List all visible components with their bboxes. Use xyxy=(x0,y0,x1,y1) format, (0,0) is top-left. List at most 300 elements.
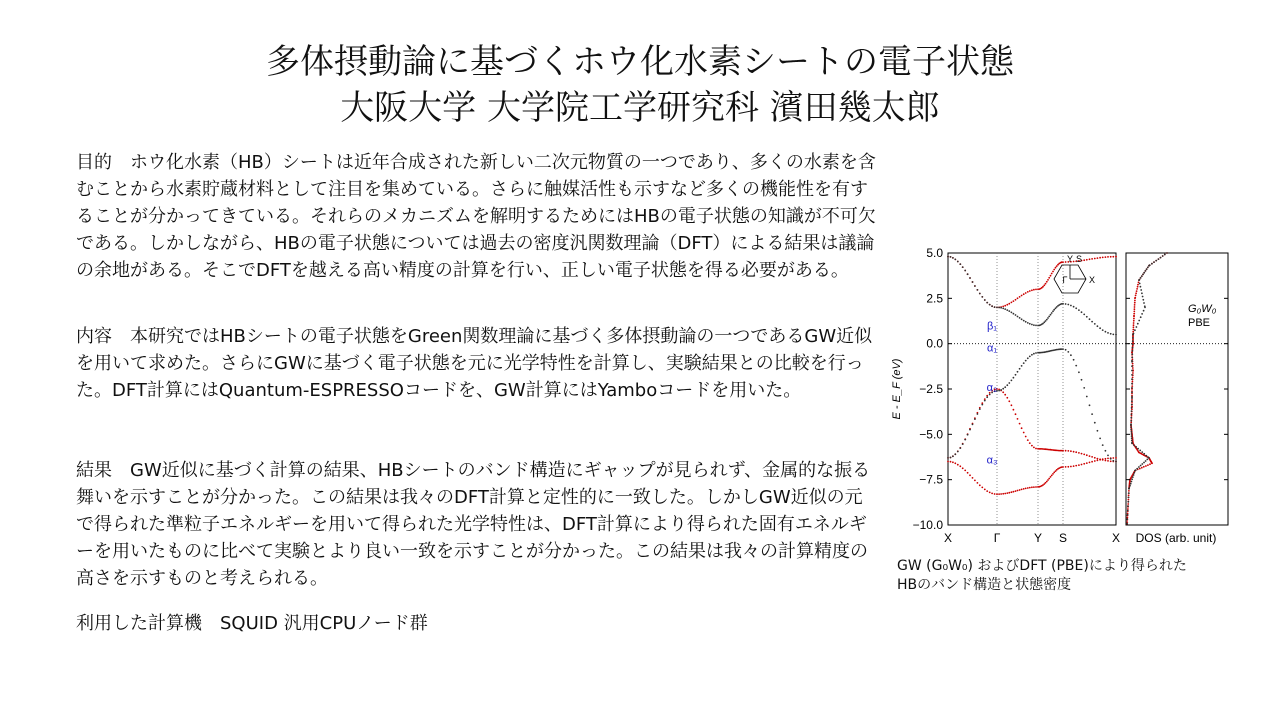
band-structure-panel xyxy=(891,246,1228,545)
band-point xyxy=(954,259,956,261)
band-point xyxy=(957,451,959,453)
band-point xyxy=(1062,466,1064,468)
band-point xyxy=(974,418,976,420)
dos-point xyxy=(1143,453,1145,455)
band-point xyxy=(1021,295,1023,297)
dos-point xyxy=(1131,437,1133,439)
dos-point xyxy=(1131,400,1133,402)
dos-point xyxy=(1132,334,1134,336)
band-point xyxy=(1031,486,1033,488)
band-point xyxy=(1048,316,1050,318)
dos-point xyxy=(1141,463,1143,465)
band-point xyxy=(1110,333,1112,335)
band-point xyxy=(1048,478,1050,480)
band-point xyxy=(1017,490,1019,492)
band-point xyxy=(1025,292,1027,294)
dos-point xyxy=(1133,316,1135,318)
band-point xyxy=(1029,323,1031,325)
band-point xyxy=(994,493,996,495)
band-point xyxy=(1075,451,1077,453)
band-point xyxy=(1102,329,1104,331)
band-point xyxy=(984,489,986,491)
band-point xyxy=(1091,461,1093,463)
dos-point xyxy=(1132,331,1134,333)
dos-point xyxy=(1139,468,1141,470)
band-point xyxy=(1091,321,1093,323)
dos-point xyxy=(1153,261,1155,263)
dos-point xyxy=(1128,492,1130,494)
band-y-axis-label: E - E_F (eV) xyxy=(891,358,903,420)
dos-point xyxy=(1133,320,1135,322)
dos-point xyxy=(1140,289,1142,291)
dos-point xyxy=(1131,374,1133,376)
band-point xyxy=(1062,450,1064,452)
band-point xyxy=(977,413,979,415)
band-ytick-label: −2.5 xyxy=(919,382,943,396)
band-point xyxy=(994,306,996,308)
band-point xyxy=(1067,304,1069,306)
dos-point xyxy=(1138,320,1140,322)
band-point xyxy=(1017,418,1019,420)
band-point xyxy=(977,289,979,291)
band-xtick-label-1: Γ xyxy=(993,531,1001,545)
band-point xyxy=(1086,316,1088,318)
dos-point xyxy=(1145,270,1147,272)
dos-point xyxy=(1132,337,1134,339)
band-point xyxy=(1097,430,1099,432)
band-point xyxy=(1031,289,1033,291)
band-point xyxy=(1078,452,1080,454)
dos-point xyxy=(1136,326,1138,328)
band-point xyxy=(969,429,971,431)
band-point xyxy=(1105,256,1107,258)
band-point xyxy=(967,273,969,275)
band-ytick-label: −5.0 xyxy=(919,427,943,442)
band-xtick-label-2: Y xyxy=(1033,531,1043,545)
band-point xyxy=(1051,312,1053,314)
dos-point xyxy=(1139,450,1141,452)
band-point xyxy=(1050,275,1052,277)
dos-point xyxy=(1131,410,1133,412)
band-point xyxy=(1000,493,1002,495)
band-point xyxy=(1023,320,1025,322)
band-point xyxy=(989,304,991,306)
band-point xyxy=(1073,465,1075,467)
dos-point xyxy=(1132,363,1134,365)
band-annotations xyxy=(987,321,998,467)
dos-point xyxy=(1140,277,1142,279)
band-point xyxy=(991,493,993,495)
band-point xyxy=(1065,349,1067,351)
band-point xyxy=(1035,289,1037,291)
band-point xyxy=(1105,450,1107,452)
dos-legend-gw: G₀W₀ xyxy=(1188,303,1217,315)
band-point xyxy=(962,467,964,469)
dos-point xyxy=(1143,462,1145,464)
band-point xyxy=(1075,307,1077,309)
dos-point xyxy=(1131,357,1133,359)
dos-point xyxy=(1131,387,1133,389)
band-point xyxy=(1033,324,1035,326)
dos-point xyxy=(1151,462,1153,464)
dos-point xyxy=(1133,324,1135,326)
band-point xyxy=(1019,489,1021,491)
band-ytick-label: −10.0 xyxy=(912,518,943,532)
band-point xyxy=(950,457,952,459)
band-point xyxy=(1043,284,1045,286)
band-point xyxy=(991,305,993,307)
dos-point xyxy=(1140,465,1142,467)
band-point xyxy=(1021,365,1023,367)
band-point xyxy=(947,457,949,459)
dos-point xyxy=(1131,370,1133,372)
dos-point xyxy=(1140,286,1142,288)
dos-point xyxy=(1133,322,1135,324)
band-point xyxy=(1081,453,1083,455)
band-point xyxy=(1019,368,1021,370)
band-point xyxy=(989,492,991,494)
band-point xyxy=(1062,261,1064,263)
band-point xyxy=(947,256,949,258)
band-point xyxy=(1107,458,1109,460)
band-point xyxy=(1083,454,1085,456)
band-point xyxy=(1094,460,1096,462)
band-point xyxy=(972,477,974,479)
dos-point xyxy=(1146,459,1148,461)
band-point xyxy=(1099,327,1101,329)
band-point xyxy=(1002,388,1004,390)
band-point xyxy=(1075,465,1077,467)
band-point xyxy=(979,293,981,295)
dos-point xyxy=(1136,468,1138,470)
band-point xyxy=(1050,476,1052,478)
band-point xyxy=(969,474,971,476)
band-point xyxy=(998,493,1000,495)
dos-point xyxy=(1131,352,1133,354)
figure-caption xyxy=(897,557,1267,595)
dos-point xyxy=(1130,420,1132,422)
dos-point xyxy=(1137,284,1139,286)
band-point xyxy=(1081,311,1083,313)
dos-point xyxy=(1131,433,1133,435)
band-point xyxy=(1050,314,1052,316)
dos-point xyxy=(1131,397,1133,399)
band-point xyxy=(1008,492,1010,494)
inset-label-s: S xyxy=(1075,254,1083,264)
band-ytick-label: 5.0 xyxy=(926,246,943,260)
band-point xyxy=(1023,362,1025,364)
band-point xyxy=(1025,436,1027,438)
band-point xyxy=(1006,492,1008,494)
inset-label-x: X xyxy=(1088,275,1096,285)
content-paragraph: 内容 本研究ではHBシートの電子状態をGreen関数理論に基づく多体摂動論の一つであるGW近似を用いて求めた。さらにGWに基づく電子状態を元に光学特性を計算し、実験結果との比較を行った。DFT計算にはQuantum-ESPRESSOコードを、GW計算にはYamboコードを用いた。 xyxy=(76,326,873,401)
band-point xyxy=(1089,404,1091,406)
dos-point xyxy=(1128,499,1130,501)
dos-point xyxy=(1135,446,1137,448)
band-point xyxy=(974,480,976,482)
band-point xyxy=(986,396,988,398)
band-point xyxy=(1051,273,1053,275)
band-point xyxy=(1073,451,1075,453)
band-point xyxy=(1115,334,1117,336)
band-point xyxy=(1083,387,1085,389)
band-point xyxy=(1081,464,1083,466)
band-point xyxy=(1017,316,1019,318)
band-point xyxy=(952,455,954,457)
dos-point xyxy=(1131,378,1133,380)
dos-point xyxy=(1129,485,1131,487)
band-point xyxy=(1091,258,1093,260)
dos-point xyxy=(1141,275,1143,277)
caption-line-2: HBのバンド構造と状態密度 xyxy=(897,577,1072,593)
band-x-ticks xyxy=(944,531,1120,545)
band-point xyxy=(1013,491,1015,493)
band-point xyxy=(1031,324,1033,326)
band-point xyxy=(1052,271,1054,273)
band-point xyxy=(952,257,954,259)
band-point xyxy=(1011,404,1013,406)
dos-point xyxy=(1134,304,1136,306)
band-ytick-label: 0.0 xyxy=(926,336,943,351)
title-line-1: 多体摂動論に基づくホウ化水素シートの電子状態 xyxy=(266,42,1014,82)
band-point xyxy=(1046,481,1048,483)
band-point xyxy=(1065,450,1067,452)
band-point xyxy=(1067,466,1069,468)
dos-point xyxy=(1131,391,1133,393)
band-point xyxy=(1031,445,1033,447)
dos-point xyxy=(1136,290,1138,292)
band-point xyxy=(1052,473,1054,475)
band-point xyxy=(1033,289,1035,291)
band-ytick-label: −7.5 xyxy=(919,472,943,487)
band-point xyxy=(1015,314,1017,316)
band-point xyxy=(950,256,952,258)
band-point xyxy=(1089,318,1091,320)
dos-point xyxy=(1133,444,1135,446)
dos-point xyxy=(1134,300,1136,302)
band-point xyxy=(1011,491,1013,493)
band-point xyxy=(1094,323,1096,325)
band-point xyxy=(1006,304,1008,306)
dos-point xyxy=(1134,297,1136,299)
band-point xyxy=(1011,302,1013,304)
band-point xyxy=(1029,290,1031,292)
band-point xyxy=(979,484,981,486)
band-point xyxy=(1035,352,1037,354)
dos-point xyxy=(1139,283,1141,285)
band-point xyxy=(1078,309,1080,311)
band-point xyxy=(1075,365,1077,367)
band-point xyxy=(1067,450,1069,452)
caption-line-1: GW (G₀W₀) およびDFT (PBE)により得られた xyxy=(897,558,1187,574)
band-point xyxy=(1013,377,1015,379)
band-point xyxy=(962,266,964,268)
dos-legend-pbe: PBE xyxy=(1188,317,1211,329)
band-point xyxy=(1107,332,1109,334)
band-point xyxy=(1112,334,1114,336)
band-point xyxy=(1015,413,1017,415)
band-point xyxy=(959,465,961,467)
band-point xyxy=(1078,371,1080,373)
band-point xyxy=(1002,306,1004,308)
band-point xyxy=(1099,459,1101,461)
band-point xyxy=(1086,259,1088,261)
band-point xyxy=(964,470,966,472)
dos-point xyxy=(1141,313,1143,315)
dos-point xyxy=(1132,381,1134,383)
band-point xyxy=(1089,258,1091,260)
band-point xyxy=(1051,475,1053,477)
dos-point xyxy=(1132,347,1134,349)
band-point xyxy=(1089,462,1091,464)
band-point xyxy=(1112,457,1114,459)
dos-point xyxy=(1131,443,1133,445)
dos-point xyxy=(1164,254,1166,256)
inset-label-gamma: Γ xyxy=(1062,275,1068,285)
band-point xyxy=(1091,413,1093,415)
band-point xyxy=(996,493,998,495)
band-point xyxy=(954,453,956,455)
dos-point xyxy=(1137,448,1139,450)
band-point xyxy=(1015,490,1017,492)
dos-point xyxy=(1137,323,1139,325)
band-point xyxy=(1021,318,1023,320)
dos-point xyxy=(1131,385,1133,387)
dos-point xyxy=(1127,503,1129,505)
band-point xyxy=(996,307,998,309)
band-plot-frame xyxy=(948,253,1116,525)
dos-point xyxy=(1166,252,1168,254)
band-point xyxy=(1107,256,1109,258)
band-point xyxy=(1083,314,1085,316)
band-point xyxy=(1021,427,1023,429)
band-point xyxy=(1070,305,1072,307)
band-point xyxy=(1033,353,1035,355)
band-point xyxy=(962,443,964,445)
dos-point xyxy=(1141,467,1143,469)
dos-point xyxy=(1148,265,1150,267)
dos-point xyxy=(1134,302,1136,304)
dos-point xyxy=(1140,316,1142,318)
dos-point xyxy=(1126,523,1128,525)
band-point xyxy=(1035,486,1037,488)
band-annotation-0: β₁ xyxy=(986,320,998,333)
dos-point xyxy=(1131,383,1133,385)
band-point xyxy=(1027,291,1029,293)
dos-point xyxy=(1145,460,1147,462)
band-xtick-label-4: X xyxy=(1111,531,1121,545)
band-point xyxy=(1013,300,1015,302)
band-point xyxy=(1091,456,1093,458)
band-point xyxy=(1110,458,1112,460)
band-point xyxy=(1004,308,1006,310)
dos-point xyxy=(1133,311,1135,313)
dos-point xyxy=(1132,329,1134,331)
dos-point xyxy=(1134,470,1136,472)
dos-point xyxy=(1128,494,1130,496)
dos-point xyxy=(1132,350,1134,352)
dos-point xyxy=(1160,257,1162,259)
band-point xyxy=(1053,309,1055,311)
dos-point xyxy=(1142,296,1144,298)
dos-point xyxy=(1134,306,1136,308)
dos-point xyxy=(1131,407,1133,409)
dos-point xyxy=(1138,279,1140,281)
band-point xyxy=(1115,256,1117,258)
dos-point xyxy=(1133,326,1135,328)
dos-point xyxy=(1131,353,1133,355)
band-point xyxy=(1045,320,1047,322)
band-point xyxy=(1086,454,1088,456)
band-point xyxy=(1029,356,1031,358)
dos-point xyxy=(1128,497,1130,499)
band-point xyxy=(1094,422,1096,424)
band-point xyxy=(1002,493,1004,495)
band-point xyxy=(1008,400,1010,402)
dos-point xyxy=(1134,308,1136,310)
dos-point xyxy=(1130,417,1132,419)
band-point xyxy=(1110,256,1112,258)
band-point xyxy=(1023,293,1025,295)
dos-point xyxy=(1141,451,1143,453)
band-point xyxy=(1094,258,1096,260)
band-point xyxy=(1081,379,1083,381)
dos-point xyxy=(1132,372,1134,374)
band-y-ticks xyxy=(913,246,952,532)
band-point xyxy=(1019,317,1021,319)
dos-point xyxy=(1126,518,1128,520)
band-point xyxy=(1017,297,1019,299)
band-point xyxy=(947,461,949,463)
band-point xyxy=(1102,257,1104,259)
band-point xyxy=(1035,325,1037,327)
band-xtick-label-0: X xyxy=(943,531,953,545)
band-point xyxy=(1045,482,1047,484)
band-point xyxy=(981,404,983,406)
band-point xyxy=(1065,466,1067,468)
band-point xyxy=(1102,444,1104,446)
band-point xyxy=(1035,448,1037,450)
band-point xyxy=(967,434,969,436)
dos-point xyxy=(1147,267,1149,269)
band-point xyxy=(1013,409,1015,411)
band-point xyxy=(977,482,979,484)
band-point xyxy=(998,307,1000,309)
band-point xyxy=(950,461,952,463)
dos-point xyxy=(1133,474,1135,476)
dos-point xyxy=(1132,367,1134,369)
band-point xyxy=(981,296,983,298)
band-point xyxy=(1053,472,1055,474)
band-point xyxy=(1105,458,1107,460)
band-point xyxy=(1031,354,1033,356)
dos-point xyxy=(1149,463,1151,465)
band-point xyxy=(1052,310,1054,312)
dos-point xyxy=(1127,505,1129,507)
dos-point xyxy=(1151,263,1153,265)
band-point xyxy=(1062,303,1064,305)
dos-point xyxy=(1135,292,1137,294)
dos-point xyxy=(1128,488,1130,490)
band-annotation-2: α₂ xyxy=(986,382,998,395)
band-point xyxy=(1112,460,1114,462)
band-point xyxy=(1102,458,1104,460)
dos-point xyxy=(1138,466,1140,468)
dos-point xyxy=(1145,465,1147,467)
band-point xyxy=(1070,450,1072,452)
dos-point xyxy=(1134,329,1136,331)
dos-point xyxy=(1133,472,1135,474)
